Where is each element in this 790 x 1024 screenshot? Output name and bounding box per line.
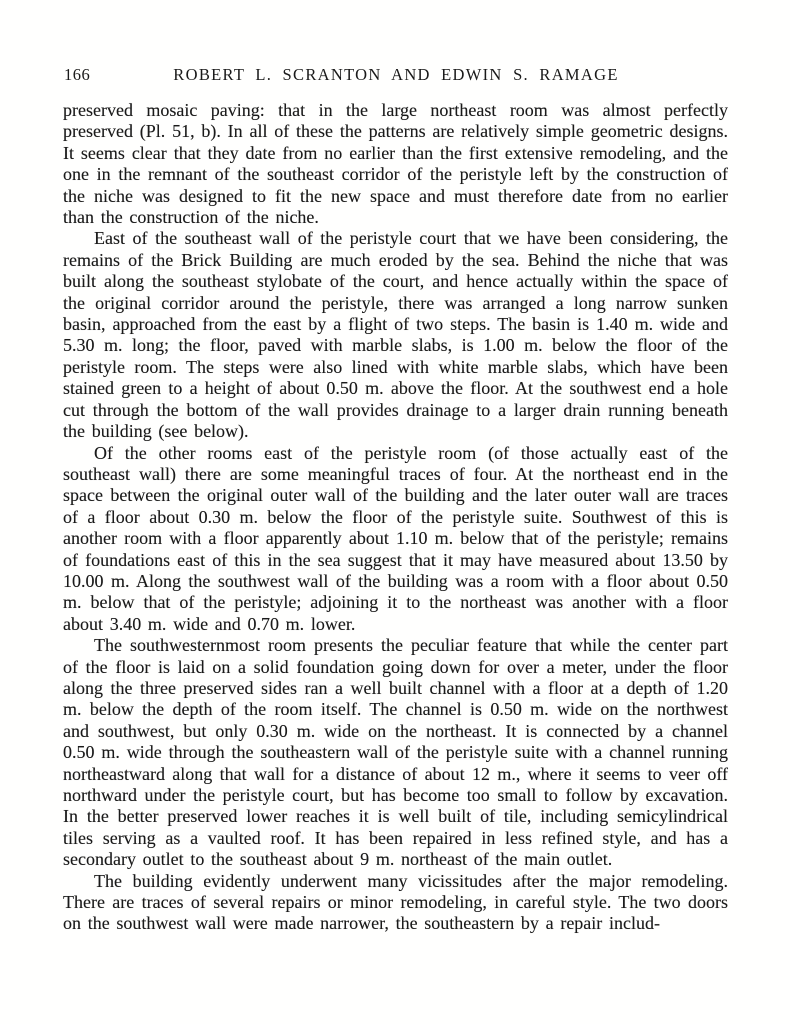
running-header-title: ROBERT L. SCRANTON AND EDWIN S. RAMAGE [173, 65, 619, 84]
paragraph-other-rooms: Of the other rooms east of the peristyle room (of those actually east of the southeast wall) there are some meaningful traces of four. At the northeast end in the space between the original outer wall of the building and the later outer wall are traces of a floor about 0.30 m. below the floor of the peristyle suite. Southwest of this is another room with a floor apparently about 1.10 m. below that of the peristyle; remains of foundations east of this in the sea suggest that it may have measured about 13.50 by 10.00 m. Along the southwest wall of the building was a room with a floor about 0.50 m. below that of the peristyle; adjoining it to the northeast was another with a floor about 3.40 m. wide and 0.70 m. lower. [63, 442, 728, 634]
paragraph-sunken-basin: East of the southeast wall of the peristyle court that we have been considering, the remains of the Brick Building are much eroded by the sea. Behind the niche that was built along the southeast stylobate of the court, and hence actually within the space of the original corridor around the peristyle, there was arranged a long narrow sunken basin, approached from the east by a flight of two steps. The basin is 1.40 m. wide and 5.30 m. long; the floor, paved with marble slabs, is 1.00 m. below the floor of the peristyle room. The steps were also lined with white marble slabs, which have been stained green to a height of about 0.50 m. above the floor. At the southwest end a hole cut through the bottom of the wall provides drainage to a larger drain running beneath the building (see below). [63, 228, 728, 442]
body-text-block [63, 100, 728, 935]
paragraph-continuation: preserved mosaic paving: that in the large northeast room was almost perfectly preserved (Pl. 51, b). In all of these the patterns are relatively simple geometric designs. It seems clear that they date from no earlier than the first extensive remodeling, and the one in the remnant of the southeast corridor of the peristyle left by the construction of the niche was designed to fit the new space and must therefore date from no earlier than the construction of the niche. [63, 100, 728, 228]
running-header [64, 65, 728, 87]
page-number: 166 [64, 65, 91, 84]
paragraph-building-vicissitudes: The building evidently underwent many vicissitudes after the major remodeling. There are traces of several repairs or minor remodeling, in careful style. The two doors on the southwest wall were made narrower, the southeastern by a repair includ- [63, 870, 728, 934]
paragraph-southwesternmost-room: The southwesternmost room presents the peculiar feature that while the center part of the floor is laid on a solid foundation going down for over a meter, under the floor along the three preserved sides ran a well built channel with a floor at a depth of 1.20 m. below the depth of the room itself. The channel is 0.50 m. wide on the northwest and southwest, but only 0.30 m. wide on the northeast. It is connected by a channel 0.50 m. wide through the southeastern wall of the peristyle suite with a channel running northeastward along that wall for a distance of about 12 m., where it seems to veer off northward under the peristyle court, but has become too small to follow by excavation. In the better preserved lower reaches it is well built of tile, including semicylindrical tiles serving as a vaulted roof. It has been repaired in less refined style, and has a secondary outlet to the southeast about 9 m. northeast of the main outlet. [63, 635, 728, 870]
